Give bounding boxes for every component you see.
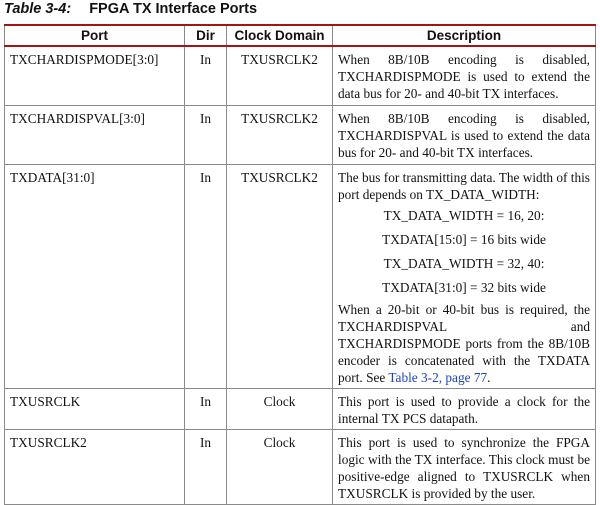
port-cell: TXCHARDISPMODE[3:0] <box>5 46 185 106</box>
description-body-text: When a 20-bit or 40-bit bus is required, the TXCHARDISPVAL and TXCHARDISPMODE ports from the 8B/10B encoder is concatenated with the TXDATA port. See <box>338 302 590 385</box>
clock-cell: Clock <box>227 389 333 430</box>
equation-line: TXDATA[15:0] = 16 bits wide <box>382 232 546 247</box>
description-cell: When 8B/10B encoding is disabled, TXCHARDISPMODE is used to extend the data bus for 20- and 40-bit TX interfaces. <box>333 46 596 106</box>
port-cell: TXUSRCLK2 <box>5 430 185 505</box>
clock-cell: Clock <box>227 430 333 505</box>
port-cell: TXCHARDISPVAL[3:0] <box>5 106 185 165</box>
dir-cell: In <box>185 46 227 106</box>
table-row <box>5 165 596 389</box>
header-description: Description <box>333 25 596 46</box>
equation-line: TXDATA[31:0] = 32 bits wide <box>382 280 546 295</box>
description-cell: This port is used to provide a clock for the internal TX PCS datapath. <box>333 389 596 430</box>
clock-cell: TXUSRCLK2 <box>227 165 333 389</box>
header-clock-domain: Clock Domain <box>227 25 333 46</box>
clock-cell: TXUSRCLK2 <box>227 106 333 165</box>
table-row <box>5 46 596 106</box>
description-end: . <box>487 370 491 385</box>
table-row <box>5 389 596 430</box>
dir-cell: In <box>185 106 227 165</box>
dir-cell: In <box>185 430 227 505</box>
header-dir: Dir <box>185 25 227 46</box>
table-reference-link[interactable]: Table 3-2, page 77 <box>388 370 488 385</box>
table-caption <box>4 1 257 21</box>
description-cell: When 8B/10B encoding is disabled, TXCHARDISPVAL is used to extend the data bus for 20- and 40-bit TX interfaces. <box>333 106 596 165</box>
port-cell: TXDATA[31:0] <box>5 165 185 389</box>
header-port: Port <box>5 25 185 46</box>
description-cell <box>333 165 596 389</box>
port-cell: TXUSRCLK <box>5 389 185 430</box>
table-number: Table 3-4: <box>4 1 72 17</box>
dir-cell: In <box>185 165 227 389</box>
description-cell: This port is used to synchronize the FPGA logic with the TX interface. This clock must be positive-edge aligned to TXUSRCLK when TXUSRCLK is provided by the user. <box>333 430 596 505</box>
header-row <box>5 25 596 46</box>
description-intro: The bus for transmitting data. The width of this port depends on TX_DATA_WIDTH: <box>338 170 590 202</box>
dir-cell: In <box>185 389 227 430</box>
clock-cell: TXUSRCLK2 <box>227 46 333 106</box>
ports-table <box>4 24 596 505</box>
description-body <box>338 301 590 386</box>
equation-line: TX_DATA_WIDTH = 16, 20: <box>383 208 545 223</box>
equation-line: TX_DATA_WIDTH = 32, 40: <box>383 256 545 271</box>
table-row <box>5 106 596 165</box>
table-row <box>5 430 596 505</box>
table-title: FPGA TX Interface Ports <box>89 1 258 17</box>
